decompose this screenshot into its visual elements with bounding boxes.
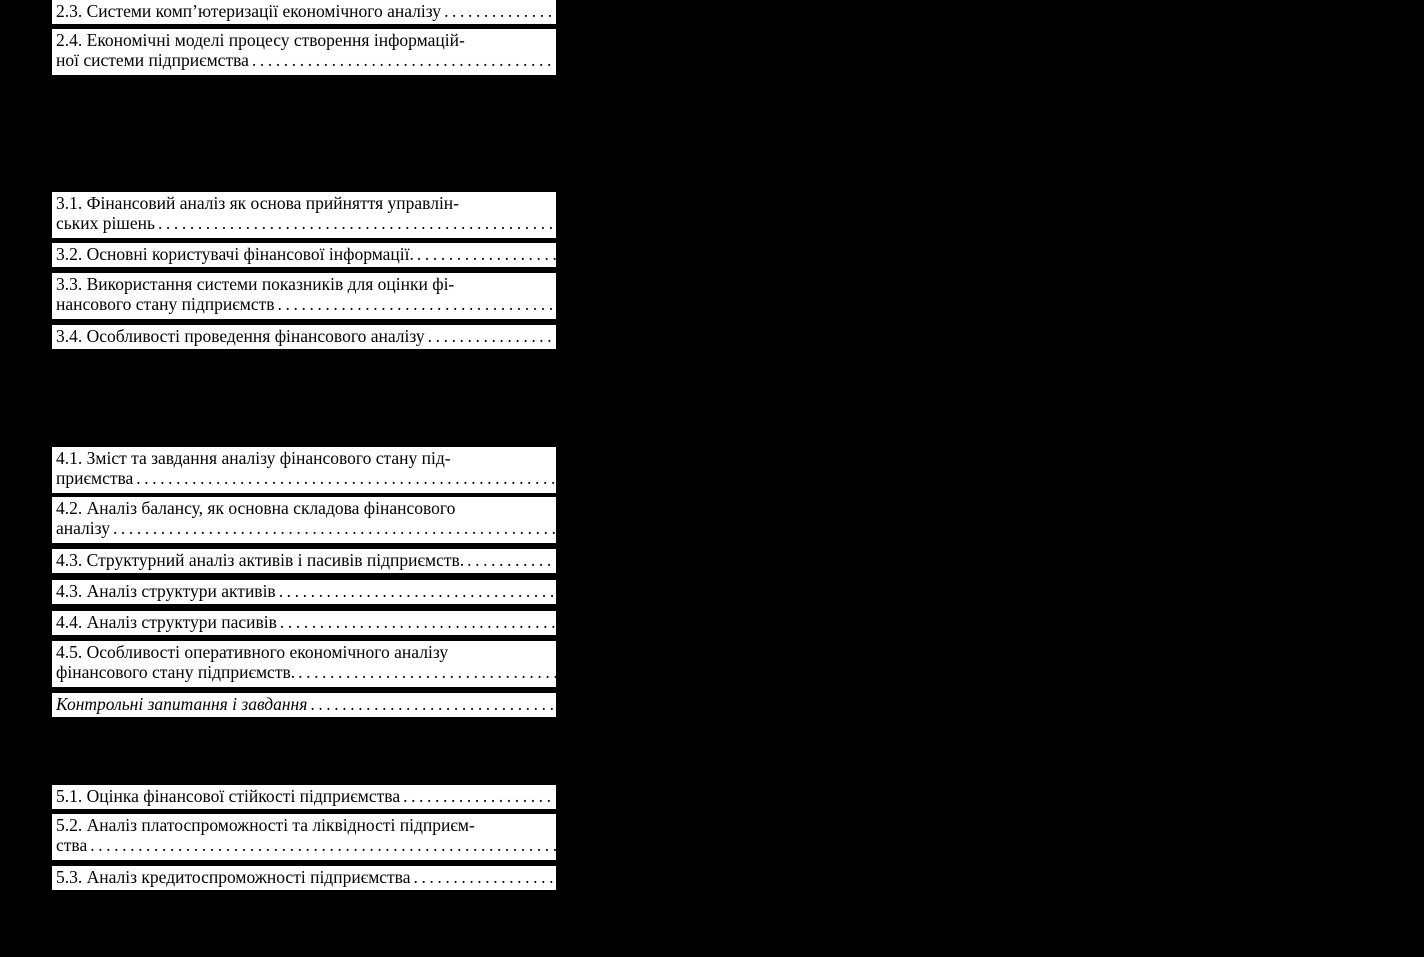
dot-leader: ........................................................................................................................	[298, 662, 1256, 682]
dot-leader: ........................................................................................................................	[413, 867, 1371, 887]
toc-entry-text: ної системи підприємства	[56, 50, 249, 70]
toc-entry-text: 5.1. Оцінка фінансової стійкості підприємства	[56, 786, 401, 806]
toc-entry-4-3-assets	[52, 580, 1236, 604]
toc-entry-text: 4.3. Аналіз структури активів	[56, 581, 276, 601]
toc-entry-2-3	[52, 0, 1402, 24]
dot-leader: ........................................................................................................................	[467, 550, 1424, 570]
toc-entry-text: 2.4. Економічні моделі процесу створення інформацій-	[56, 30, 465, 50]
toc-entry-text: 3.1. Фінансовий аналіз як основа прийняття управлін-	[56, 193, 460, 213]
toc-entry-text: 4.5. Особливості оперативного економічного аналізу	[56, 642, 449, 662]
toc-entry-text: ства	[56, 835, 88, 855]
toc-entry-text: 5.3. Аналіз кредитоспроможності підприємства	[56, 867, 411, 887]
toc-entry-text: 4.2. Аналіз балансу, як основна складова фінансового	[56, 498, 456, 518]
dot-leader: ........................................................................................................................	[136, 468, 1094, 488]
toc-entry-3-1	[52, 192, 1115, 238]
dot-leader: ........................................................................................................................	[444, 1, 1402, 21]
dot-leader: ........................................................................................................................	[90, 835, 1048, 855]
dot-leader: ........................................................................................................................	[112, 518, 1070, 538]
toc-entry-text: нансового стану підприємств	[56, 294, 275, 314]
toc-entry-text: 2.3. Системи комп’ютеризації економічного аналізу	[56, 1, 442, 21]
dot-leader: ........................................................................................................................	[310, 694, 1268, 714]
dot-leader: ........................................................................................................................	[277, 294, 1235, 314]
toc-entry-text: аналізу	[56, 518, 110, 538]
toc-entry-4-3-structural	[52, 549, 1424, 573]
dot-leader: ........................................................................................................................	[157, 213, 1115, 233]
toc-entry-text: 3.4. Особливості проведення фінансового аналізу	[56, 326, 425, 346]
dot-leader: ........................................................................................................................	[279, 612, 1237, 632]
toc-entry-3-2	[52, 243, 1374, 267]
toc-entry-3-4	[52, 325, 1385, 349]
toc-entry-text: 4.1. Зміст та завдання аналізу фінансового стану під-	[56, 448, 451, 468]
toc-entry-text: 4.3. Структурний аналіз активів і пасивів підприємств.	[56, 550, 465, 570]
dot-leader: ........................................................................................................................	[427, 326, 1385, 346]
toc-entry-text: приємства	[56, 468, 134, 488]
toc-entry-3-3	[52, 273, 1235, 319]
dot-leader: ........................................................................................................................	[416, 244, 1374, 264]
toc-entry-text: 4.4. Аналіз структури пасивів	[56, 612, 277, 632]
dot-leader: ........................................................................................................................	[403, 786, 1361, 806]
toc-entry-4-1	[52, 447, 1094, 493]
toc-entry-2-4	[52, 29, 1209, 75]
toc-entry-5-3	[52, 866, 1371, 890]
toc-entry-text: фінансового стану підприємств.	[56, 662, 296, 682]
toc-entry-text: 3.3. Використання системи показників для оцінки фі-	[56, 274, 455, 294]
toc-entry-4-4	[52, 611, 1237, 635]
toc-entry-control-questions	[52, 693, 1268, 717]
toc-entry-text: Контрольні запитання і завдання	[56, 694, 308, 714]
dot-leader: ........................................................................................................................	[251, 50, 1209, 70]
toc-entry-4-2	[52, 497, 1070, 543]
toc-entry-text: ських рішень	[56, 213, 155, 233]
toc-entry-4-5	[52, 641, 1256, 687]
dot-leader: ........................................................................................................................	[278, 581, 1236, 601]
toc-entry-5-1	[52, 785, 1361, 809]
toc-entry-text: 5.2. Аналіз платоспроможності та ліквідності підприєм-	[56, 815, 475, 835]
toc-entry-5-2	[52, 814, 1048, 860]
toc-entry-text: 3.2. Основні користувачі фінансової інформації.	[56, 244, 414, 264]
